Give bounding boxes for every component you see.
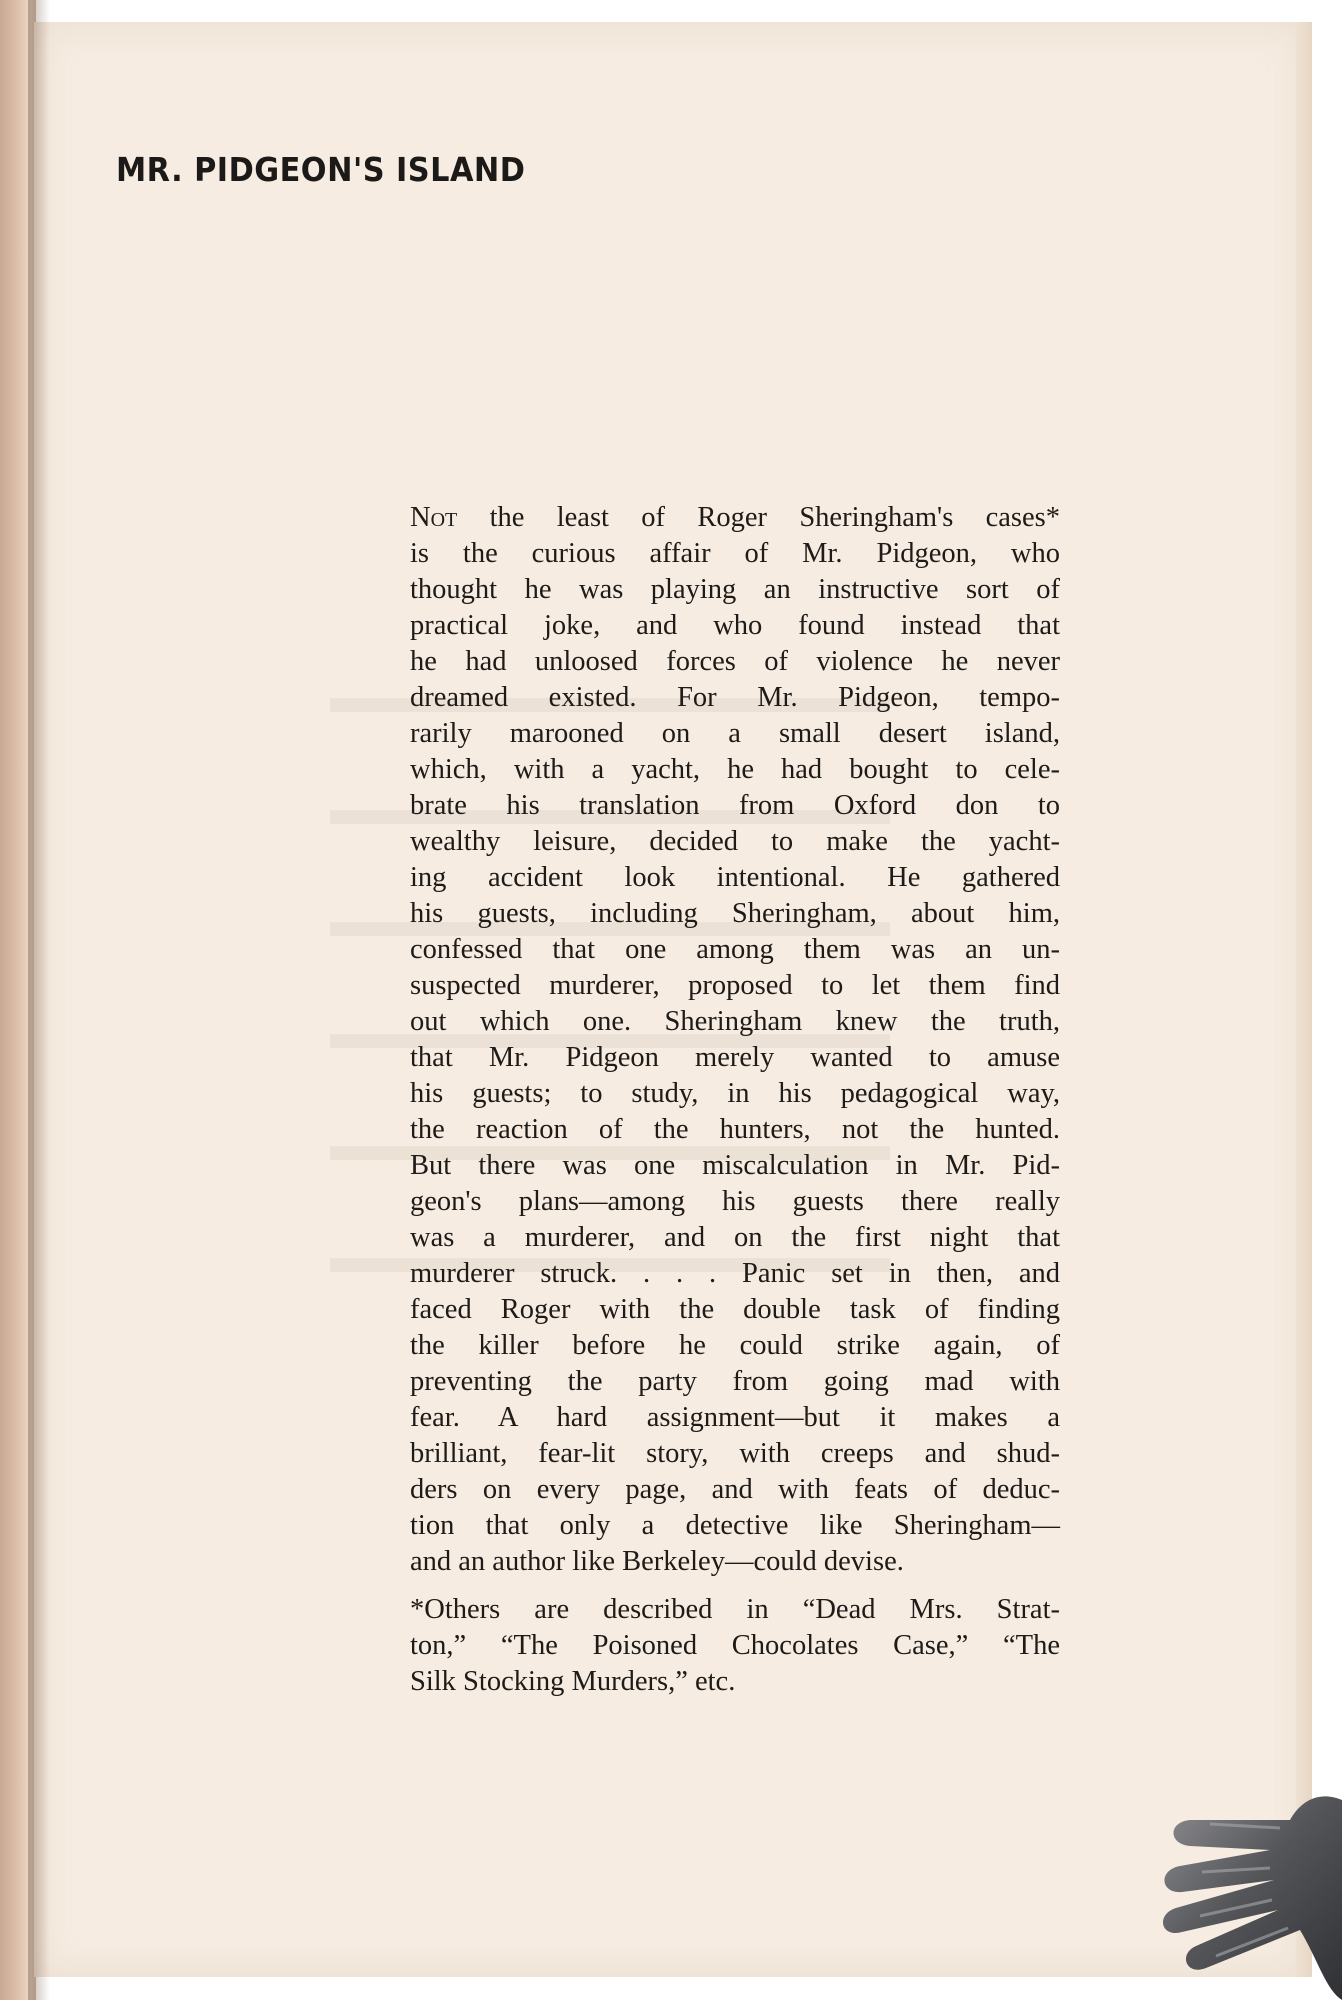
blurb-line: which, with a yacht, he had bought to cele- — [410, 754, 1060, 785]
blurb-line: that Mr. Pidgeon merely wanted to amuse — [410, 1042, 1060, 1073]
blurb-line: brate his translation from Oxford don to — [410, 790, 1060, 821]
blurb-line: faced Roger with the double task of finding — [410, 1294, 1060, 1325]
blurb-line: tion that only a detective like Sheringham— — [410, 1510, 1060, 1541]
blurb-line: preventing the party from going mad with — [410, 1366, 1060, 1397]
page-title: MR. PIDGEON'S ISLAND — [116, 150, 526, 189]
blurb-line: confessed that one among them was an un- — [410, 934, 1060, 965]
blurb-line: his guests, including Sheringham, about him, — [410, 898, 1060, 929]
blurb-line-0 — [410, 500, 1060, 536]
blurb-line: his guests; to study, in his pedagogical way, — [410, 1078, 1060, 1109]
footnote-line: *Others are described in “Dead Mrs. Strat- — [410, 1594, 1060, 1625]
blurb-line: fear. A hard assignment—but it makes a — [410, 1402, 1060, 1433]
blurb-line: was a murderer, and on the first night that — [410, 1222, 1060, 1253]
blurb-line: murderer struck. . . . Panic set in then, and — [410, 1258, 1060, 1289]
blurb-line: ders on every page, and with feats of deduc- — [410, 1474, 1060, 1505]
blurb-line: thought he was playing an instructive sort of — [410, 574, 1060, 605]
book-gutter — [28, 0, 50, 2000]
blurb-first-word: Not — [410, 502, 458, 533]
footnote-line: ton,” “The Poisoned Chocolates Case,” “The — [410, 1630, 1060, 1661]
footnote — [410, 1592, 1060, 1700]
blurb-paragraph — [410, 500, 1060, 1580]
blurb-line: dreamed existed. For Mr. Pidgeon, tempo- — [410, 682, 1060, 713]
blurb-line: he had unloosed forces of violence he never — [410, 646, 1060, 677]
blurb-line: ing accident look intentional. He gathered — [410, 862, 1060, 893]
blurb-line: wealthy leisure, decided to make the yacht- — [410, 826, 1060, 857]
blurb-line: suspected murderer, proposed to let them find — [410, 970, 1060, 1001]
blurb-line: geon's plans—among his guests there really — [410, 1186, 1060, 1217]
blurb-line: the reaction of the hunters, not the hunted. — [410, 1114, 1060, 1145]
blurb-first-line-rest: the least of Roger Sheringham's cases* — [457, 502, 1060, 533]
footnote-line: Silk Stocking Murders,” etc. — [410, 1666, 736, 1697]
page-stack-edge — [1296, 22, 1312, 1977]
blurb-line: practical joke, and who found instead that — [410, 610, 1060, 641]
blurb-line: brilliant, fear-lit story, with creeps and shud- — [410, 1438, 1060, 1469]
blurb-line: out which one. Sheringham knew the truth, — [410, 1006, 1060, 1037]
blurb-line: is the curious affair of Mr. Pidgeon, who — [410, 538, 1060, 569]
blurb-line: the killer before he could strike again, of — [410, 1330, 1060, 1361]
blurb-line: But there was one miscalculation in Mr. Pid- — [410, 1150, 1060, 1181]
blurb-line: rarily marooned on a small desert island, — [410, 718, 1060, 749]
blurb-line: and an author like Berkeley—could devise. — [410, 1546, 904, 1577]
metal-hand-page-holder — [1150, 1780, 1342, 2000]
